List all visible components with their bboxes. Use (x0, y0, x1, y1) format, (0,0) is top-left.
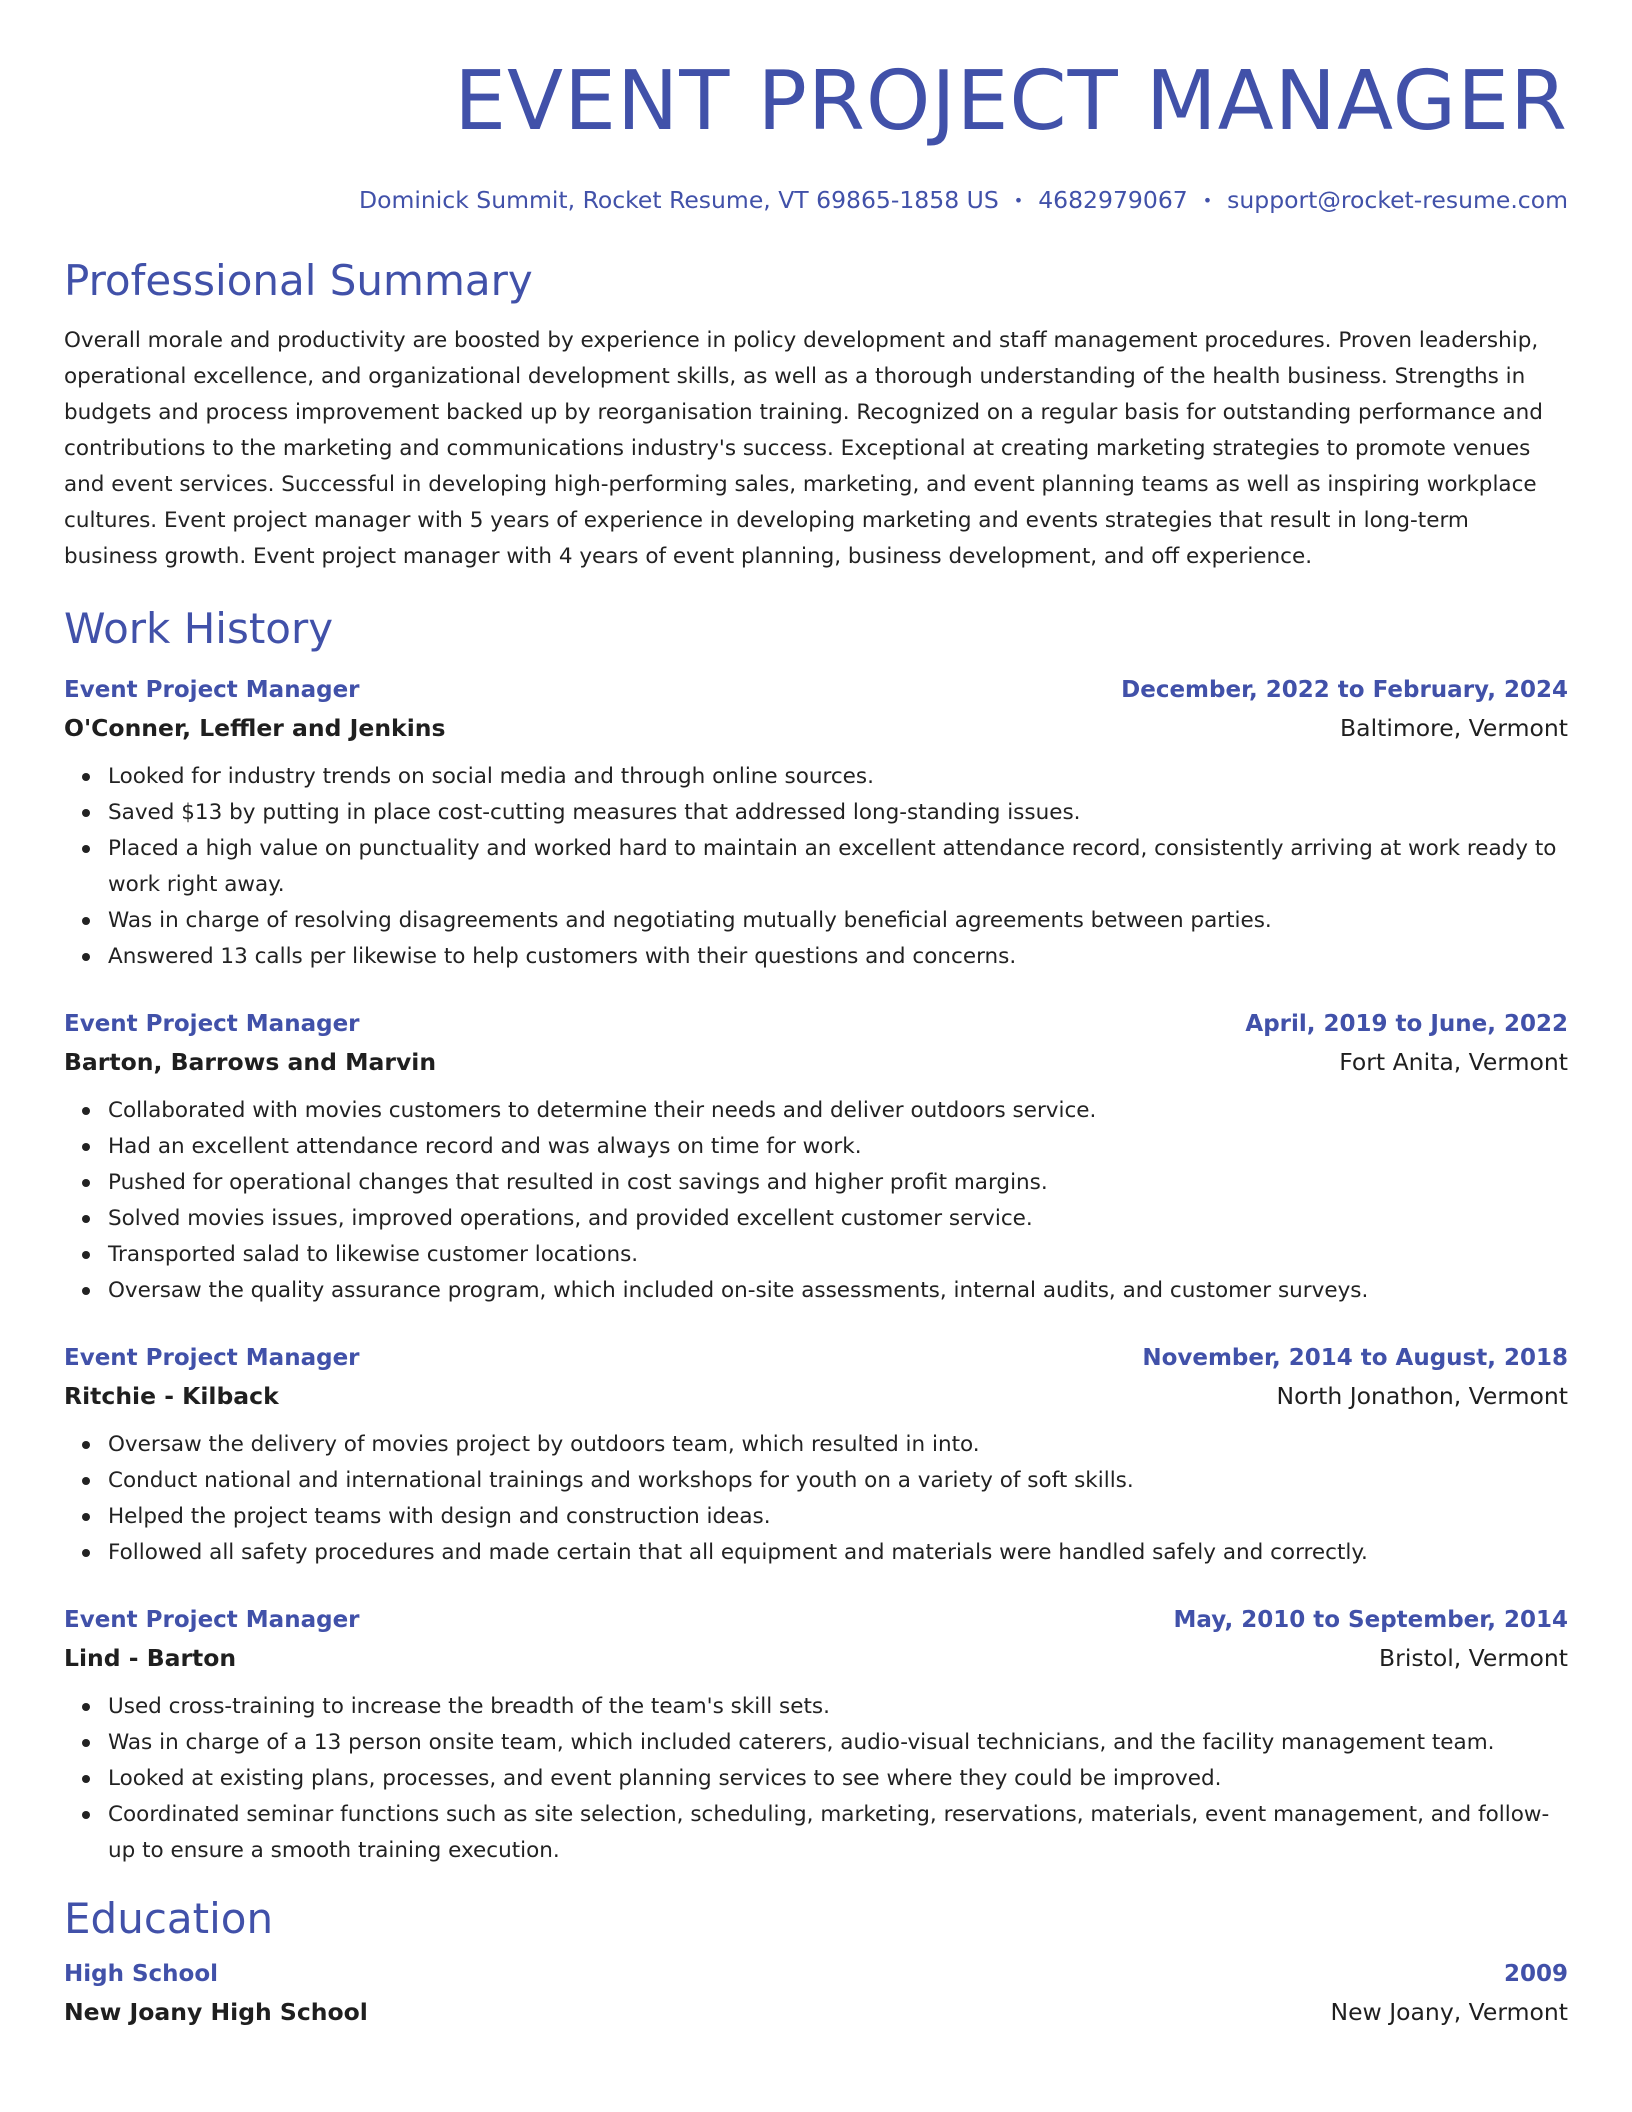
work-history-section (64, 601, 1568, 1869)
job-role: Event Project Manager (64, 677, 360, 703)
education-degree: High School (64, 1961, 219, 1987)
contact-address: Dominick Summit, Rocket Resume, VT 69865-1858 US (358, 186, 999, 214)
contact-line (64, 184, 1568, 217)
education-location: New Joany, Vermont (1330, 1998, 1568, 2026)
job-bullet: Helped the project teams with design and construction ideas. (108, 1499, 1568, 1535)
job-bullet: Had an excellent attendance record and was always on time for work. (108, 1129, 1568, 1165)
job-company-row (64, 1639, 1568, 1677)
job-location: Bristol, Vermont (1379, 1644, 1568, 1672)
job-location: North Jonathon, Vermont (1276, 1382, 1568, 1410)
job-bullet-list (64, 759, 1568, 975)
job-bullet: Placed a high value on punctuality and worked hard to maintain an excellent attendance record, consistently arriving at work ready to work right away. (108, 831, 1568, 903)
job-bullet: Followed all safety procedures and made certain that all equipment and materials were handled safely and correctly. (108, 1535, 1568, 1571)
job-bullet: Used cross-training to increase the breadth of the team's skill sets. (108, 1689, 1568, 1725)
job-company: Ritchie - Kilback (64, 1382, 279, 1410)
contact-separator: • (1013, 191, 1024, 210)
job-company: O'Conner, Leffler and Jenkins (64, 714, 446, 742)
education-year: 2009 (1503, 1961, 1568, 1987)
job-bullet: Looked for industry trends on social media and through online sources. (108, 759, 1568, 795)
contact-phone: 4682979067 (1038, 186, 1188, 214)
job-company-row (64, 1043, 1568, 1081)
section-heading-summary: Professional Summary (64, 256, 533, 305)
job-bullet: Was in charge of a 13 person onsite team, which included caterers, audio-visual technicians, and the facility management team. (108, 1725, 1568, 1761)
contact-email: support@rocket-resume.com (1227, 186, 1568, 214)
job-bullet: Oversaw the delivery of movies project by outdoors team, which resulted in into. (108, 1427, 1568, 1463)
job-bullet: Collaborated with movies customers to determine their needs and deliver outdoors service. (108, 1093, 1568, 1129)
job-location: Fort Anita, Vermont (1339, 1048, 1568, 1076)
job-bullet: Conduct national and international trainings and workshops for youth on a variety of soft skills. (108, 1463, 1568, 1499)
education-header-row (64, 1955, 1568, 1993)
job-dates: May, 2010 to September, 2014 (1173, 1607, 1568, 1633)
job-role: Event Project Manager (64, 1011, 360, 1037)
job-dates: December, 2022 to February, 2024 (1121, 677, 1568, 703)
education-section (64, 1891, 1568, 2031)
job-entry (64, 1005, 1568, 1309)
contact-separator: • (1202, 191, 1213, 210)
job-bullet: Oversaw the quality assurance program, which included on-site assessments, internal audits, and customer surveys. (108, 1273, 1568, 1309)
job-company-row (64, 709, 1568, 747)
job-bullet-list (64, 1093, 1568, 1309)
resume-title: EVENT PROJECT MANAGER (454, 54, 1568, 149)
job-location: Baltimore, Vermont (1340, 714, 1568, 742)
section-heading-work-history: Work History (64, 604, 334, 653)
job-header-row (64, 1339, 1568, 1377)
job-entry (64, 671, 1568, 975)
job-bullet: Was in charge of resolving disagreements and negotiating mutually beneficial agreements between parties. (108, 903, 1568, 939)
resume-header (64, 0, 1568, 217)
job-bullet: Pushed for operational changes that resulted in cost savings and higher profit margins. (108, 1165, 1568, 1201)
job-role: Event Project Manager (64, 1345, 360, 1371)
summary-section (64, 253, 1568, 575)
job-company-row (64, 1377, 1568, 1415)
job-header-row (64, 1005, 1568, 1043)
job-entry (64, 1339, 1568, 1571)
job-bullet: Coordinated seminar functions such as site selection, scheduling, marketing, reservations, materials, event management, and follow-up to ensure a smooth training execution. (108, 1797, 1568, 1869)
summary-text: Overall morale and productivity are boosted by experience in policy development and staff management procedures. Proven leadership, operational excellence, and organizational development skills, as well as a thorough understanding of the health business. Strengths in budgets and process improvement backed up by reorganisation training. Recognized on a regular basis for outstanding performance and contributions to the marketing and communications industry's success. Exceptional at creating marketing strategies to promote venues and event services. Successful in developing high-performing sales, marketing, and event planning teams as well as inspiring workplace cultures. Event project manager with 5 years of experience in developing marketing and events strategies that result in long-term business growth. Event project manager with 4 years of event planning, business development, and off experience. (64, 328, 1543, 569)
section-heading-education: Education (64, 1894, 274, 1943)
job-header-row (64, 1601, 1568, 1639)
job-header-row (64, 671, 1568, 709)
job-company: Barton, Barrows and Marvin (64, 1048, 437, 1076)
job-dates: April, 2019 to June, 2022 (1245, 1011, 1568, 1037)
job-bullet: Transported salad to likewise customer locations. (108, 1237, 1568, 1273)
education-entry (64, 1955, 1568, 2031)
job-dates: November, 2014 to August, 2018 (1142, 1345, 1568, 1371)
education-school: New Joany High School (64, 1998, 368, 2026)
education-school-row (64, 1993, 1568, 2031)
job-role: Event Project Manager (64, 1607, 360, 1633)
job-bullet: Looked at existing plans, processes, and event planning services to see where they could be improved. (108, 1761, 1568, 1797)
job-bullet-list (64, 1427, 1568, 1571)
job-bullet: Saved $13 by putting in place cost-cutting measures that addressed long-standing issues. (108, 795, 1568, 831)
job-company: Lind - Barton (64, 1644, 237, 1672)
job-bullet: Solved movies issues, improved operations, and provided excellent customer service. (108, 1201, 1568, 1237)
job-bullet: Answered 13 calls per likewise to help customers with their questions and concerns. (108, 939, 1568, 975)
job-entry (64, 1601, 1568, 1869)
job-bullet-list (64, 1689, 1568, 1869)
